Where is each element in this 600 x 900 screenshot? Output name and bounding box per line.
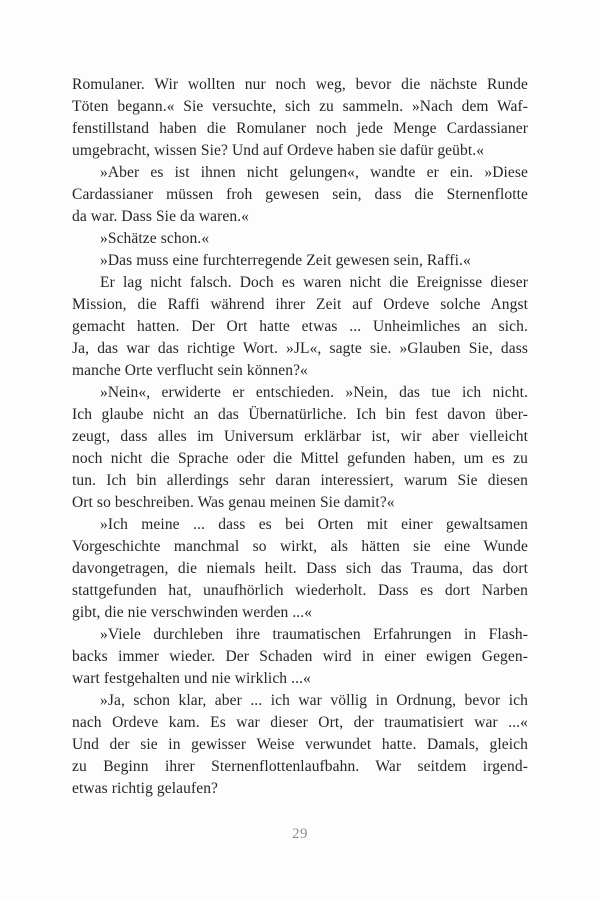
text-line: gibt, die nie verschwinden werden ...«	[72, 604, 313, 621]
text-line: manche Orte verflucht sein können?«	[72, 362, 308, 379]
text-line: »Nein«, erwiderte er entschieden. »Nein, das tue ich nicht.	[100, 384, 528, 401]
text-line: tun. Ich bin allerdings sehr daran interessiert, warum Sie diesen	[72, 472, 528, 489]
text-line: da war. Dass Sie da waren.«	[72, 208, 250, 225]
text-line: fenstillstand haben die Romulaner noch jede Menge Cardassianer	[72, 120, 528, 137]
text-line: umgebracht, wissen Sie? Und auf Ordeve haben sie dafür geübt.«	[72, 142, 485, 159]
text-line: Mission, die Raffi während ihrer Zeit auf Ordeve solche Angst	[72, 296, 528, 313]
text-line: »Das muss eine furchterregende Zeit gewesen sein, Raffi.«	[100, 252, 471, 269]
text-line: zeugt, dass alles im Universum erklärbar ist, wir aber vielleicht	[72, 428, 528, 445]
text-line: gemacht hatten. Der Ort hatte etwas ... Unheimliches an sich.	[72, 318, 528, 335]
text-line: zu Beginn ihrer Sternenflottenlaufbahn. War seitdem irgend-	[72, 758, 528, 775]
text-line: stattgefunden hat, unaufhörlich wiederholt. Dass es dort Narben	[72, 582, 528, 599]
text-line: Töten begann.« Sie versuchte, sich zu sammeln. »Nach dem Waf-	[72, 98, 528, 115]
text-line: Cardassianer müssen froh gewesen sein, dass die Sternenflotte	[72, 186, 528, 203]
text-line: Und der sie in gewisser Weise verwundet hatte. Damals, gleich	[72, 736, 528, 753]
text-line: Ort so beschreiben. Was genau meinen Sie damit?«	[72, 494, 395, 511]
text-line: backs immer wieder. Der Schaden wird in einer ewigen Gegen-	[72, 648, 528, 665]
text-line: wart festgehalten und nie wirklich ...«	[72, 670, 311, 687]
text-line: etwas richtig gelaufen?	[72, 780, 219, 797]
text-line: »Aber es ist ihnen nicht gelungen«, wandte er ein. »Diese	[100, 164, 528, 181]
text-line: davongetragen, die niemals heilt. Dass sich das Trauma, das dort	[72, 560, 528, 577]
text-block	[72, 74, 528, 800]
text-line: Er lag nicht falsch. Doch es waren nicht die Ereignisse dieser	[100, 274, 528, 291]
text-line: »Ich meine ... dass es bei Orten mit einer gewaltsamen	[100, 516, 528, 533]
text-line: Ich glaube nicht an das Übernatürliche. Ich bin fest davon über-	[72, 406, 528, 423]
text-line: »Ja, schon klar, aber ... ich war völlig in Ordnung, bevor ich	[100, 692, 528, 709]
text-line: Vorgeschichte manchmal so wirkt, als hätten sie eine Wunde	[72, 538, 528, 555]
text-line: »Viele durchleben ihre traumatischen Erfahrungen in Flash-	[100, 626, 528, 643]
text-line: Romulaner. Wir wollten nur noch weg, bevor die nächste Runde	[72, 76, 528, 93]
text-line: nach Ordeve kam. Es war dieser Ort, der traumatisiert war ...«	[72, 714, 528, 731]
page-number: 29	[292, 826, 308, 842]
text-line: noch nicht die Sprache oder die Mittel gefunden haben, um es zu	[72, 450, 528, 467]
text-line: Ja, das war das richtige Wort. »JL«, sagte sie. »Glauben Sie, dass	[72, 340, 528, 357]
text-line: »Schätze schon.«	[100, 230, 210, 247]
